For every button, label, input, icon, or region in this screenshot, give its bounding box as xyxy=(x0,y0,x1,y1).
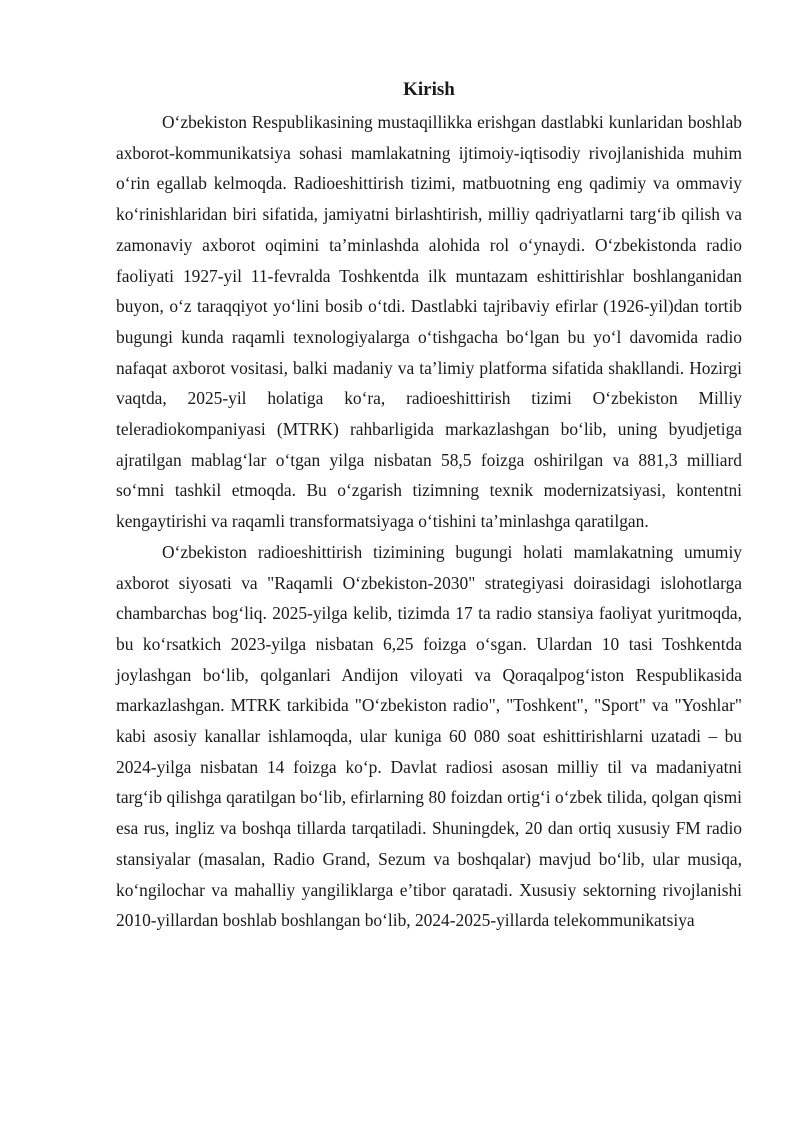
document-body xyxy=(116,78,742,936)
document-title: Kirish xyxy=(403,79,455,100)
paragraph-intro: O‘zbekiston Respublikasining mustaqillikka erishgan dastlabki kunlaridan boshlab axborot-kommunikatsiya sohasi mamlakatning ijtimoiy-iqtisodiy rivojlanishida muhim o‘rin egallab kelmoqda. Radioeshittirish tizimi, matbuotning eng qadimiy va ommaviy ko‘rinishlaridan biri sifatida, jamiyatni birlashtirish, milliy qadriyatlarni targ‘ib qilish va zamonaviy axborot oqimini ta’minlashda alohida rol o‘ynaydi. O‘zbekistonda radio faoliyati 1927-yil 11-fevralda Toshkentda ilk muntazam eshittirishlar boshlanganidan buyon, o‘z taraqqiyot yo‘lini bosib o‘tdi. Dastlabki tajribaviy efirlar (1926-yil)dan tortib bugungi kunda raqamli texnologiyalarga o‘tishgacha bo‘lgan bu yo‘l davomida radio nafaqat axborot vositasi, balki madaniy va ta’limiy platforma sifatida shakllandi. Hozirgi vaqtda, 2025-yil holatiga ko‘ra, radioeshittirish tizimi O‘zbekiston Milliy teleradiokompaniyasi (MTRK) rahbarligida markazlashgan bo‘lib, uning byudjetiga ajratilgan mablag‘lar o‘tgan yilga nisbatan 58,5 foizga oshirilgan va 881,3 milliard so‘mni tashkil etmoqda. Bu o‘zgarish tizimning texnik modernizatsiyasi, kontentni kengaytirishi va raqamli transformatsiyaga o‘tishini ta’minlashga qaratilgan. xyxy=(116,112,742,532)
paragraph-current-state: O‘zbekiston radioeshittirish tizimining bugungi holati mamlakatning umumiy axborot siyosati va "Raqamli O‘zbekiston-2030" strategiyasi doirasidagi islohotlarga chambarchas bog‘liq. 2025-yilga kelib, tizimda 17 ta radio stansiya faoliyat yuritmoqda, bu ko‘rsatkich 2023-yilga nisbatan 6,25 foizga o‘sgan. Ulardan 10 tasi Toshkentda joylashgan bo‘lib, qolganlari Andijon viloyati va Qoraqalpog‘iston Respublikasida markazlashgan. MTRK tarkibida "O‘zbekiston radio", "Toshkent", "Sport" va "Yoshlar" kabi asosiy kanallar ishlamoqda, ular kuniga 60 080 soat eshittirishlarni uzatadi – bu 2024-yilga nisbatan 14 foizga ko‘p. Davlat radiosi asosan milliy til va madaniyatni targ‘ib qilishga qaratilgan bo‘lib, efirlarning 80 foizdan ortig‘i o‘zbek tilida, qolgan qismi esa rus, ingliz va boshqa tillarda tarqatiladi. Shuningdek, 20 dan ortiq xususiy FM radio stansiyalar (masalan, Radio Grand, Sezum va boshqalar) mavjud bo‘lib, ular musiqa, ko‘ngilochar va mahalliy yangiliklarga e’tibor qaratadi. Xususiy sektorning rivojlanishi 2010-yillardan boshlab boshlangan bo‘lib, 2024-2025-yillarda telekommunikatsiya xyxy=(116,541,742,931)
